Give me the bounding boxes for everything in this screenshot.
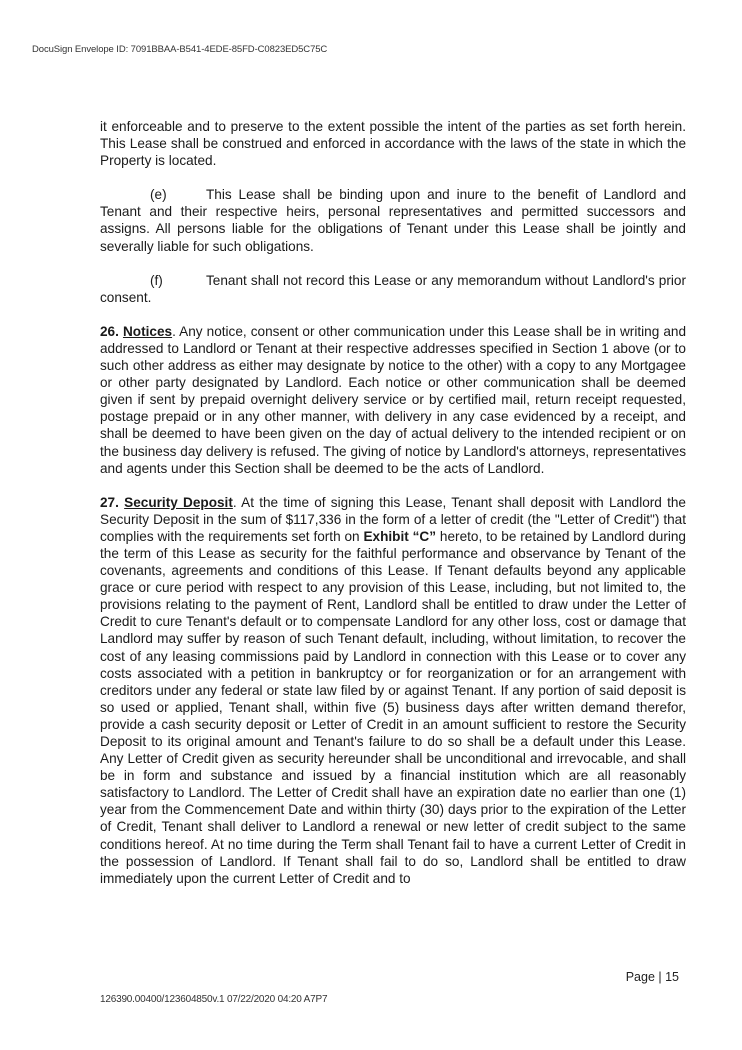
exhibit-c-reference: Exhibit “C” bbox=[363, 528, 437, 544]
section-26-title: Notices bbox=[122, 323, 173, 339]
section-27-text-b: hereto, to be retained by Landlord during the term of this Lease as security for the faithful performance and observance by Tenant of the covenants, agreements and conditions of this Lease. If Tenant defaults beyond any applicable grace or cure period with respect to any provision of this Lease, including, but not limited to, the provisions relating to the payment of Rent, Landlord shall be entitled to draw under the Letter of Credit to cure Tenant's default or to compensate Landlord for any other loss, cost or damage that Landlord may suffer by reason of such Tenant default, including, without limitation, to recover the cost of any leasing commissions paid by Landlord in connection with this Lease or to cover any costs associated with a petition in bankruptcy or for reorganization or for an arrangement with creditors under any federal or state law filed by or against Tenant. If any portion of said deposit is so used or applied, Tenant shall, within five (5) business days after written demand therefor, provide a cash security deposit or Letter of Credit in an amount sufficient to restore the Security Deposit to its original amount and Tenant's failure to do so shall be a default under this Lease. Any Letter of Credit given as security hereunder shall be unconditional and irrevocable, and shall be in form and substance and issued by a financial institution which are all reasonably satisfactory to Landlord. The Letter of Credit shall have an expiration date no earlier than one (1) year from the Commencement Date and within thirty (30) days prior to the expiration of the Letter of Credit, Tenant shall deliver to Landlord a renewal or new letter of credit subject to the same conditions hereof. At no time during the Term shall Tenant fail to have a current Letter of Credit in the possession of Landlord. If Tenant shall fail to do so, Landlord shall be entitled to draw immediately upon the current Letter of Credit and to bbox=[100, 528, 686, 886]
subsection-f bbox=[100, 272, 686, 306]
subsection-e bbox=[100, 186, 686, 254]
subsection-e-label: (e) bbox=[150, 187, 167, 203]
document-body bbox=[100, 118, 686, 904]
section-27-number: 27. bbox=[100, 494, 119, 510]
section-27-title: Security Deposit bbox=[124, 494, 233, 510]
continuation-paragraph: it enforceable and to preserve to the extent possible the intent of the parties as set forth herein. This Lease shall be construed and enforced in accordance with the laws of the state in which the Property is located. bbox=[100, 119, 686, 169]
subsection-f-label: (f) bbox=[150, 272, 163, 288]
subsection-e-text: This Lease shall be binding upon and inure to the benefit of Landlord and Tenant and their respective heirs, personal representatives and permitted successors and assigns. All persons liable for the obligations of Tenant under this Lease shall be jointly and severally liable for such obligations. bbox=[100, 187, 686, 254]
section-27-security-deposit bbox=[100, 494, 686, 887]
subsection-f-text: Tenant shall not record this Lease or any memorandum without Landlord's prior consent. bbox=[100, 272, 686, 305]
section-26-number: 26. bbox=[100, 323, 119, 339]
section-26-notices bbox=[100, 323, 686, 477]
section-27-text-a: . At the time of signing this Lease, Tenant shall deposit with Landlord the Security Deposit in the sum of $117,336 in the form of a letter of credit (the "Letter of Credit") that complies with the requirements set forth on bbox=[100, 494, 686, 544]
docusign-envelope-id: DocuSign Envelope ID: 7091BBAA-B541-4EDE-85FD-C0823ED5C75C bbox=[32, 44, 328, 55]
page-number: Page | 15 bbox=[625, 970, 679, 984]
document-footer-id: 126390.00400/123604850v.1 07/22/2020 04:20 A7P7 bbox=[100, 994, 328, 1005]
section-26-text: . Any notice, consent or other communication under this Lease shall be in writing and addressed to Landlord or Tenant at their respective addresses specified in Section 1 above (or to such other address as either may designate by notice to the other) with a copy to any Mortgagee or other party designated by Landlord. Each notice or other communication shall be deemed given if sent by prepaid overnight delivery service or by certified mail, return receipt requested, postage prepaid or in any other manner, with delivery in any case evidenced by a receipt, and shall be deemed to have been given on the day of actual delivery to the intended recipient or on the business day delivery is refused. The giving of notice by Landlord's attorneys, representatives and agents under this Section shall be deemed to be the acts of Landlord. bbox=[100, 323, 687, 476]
